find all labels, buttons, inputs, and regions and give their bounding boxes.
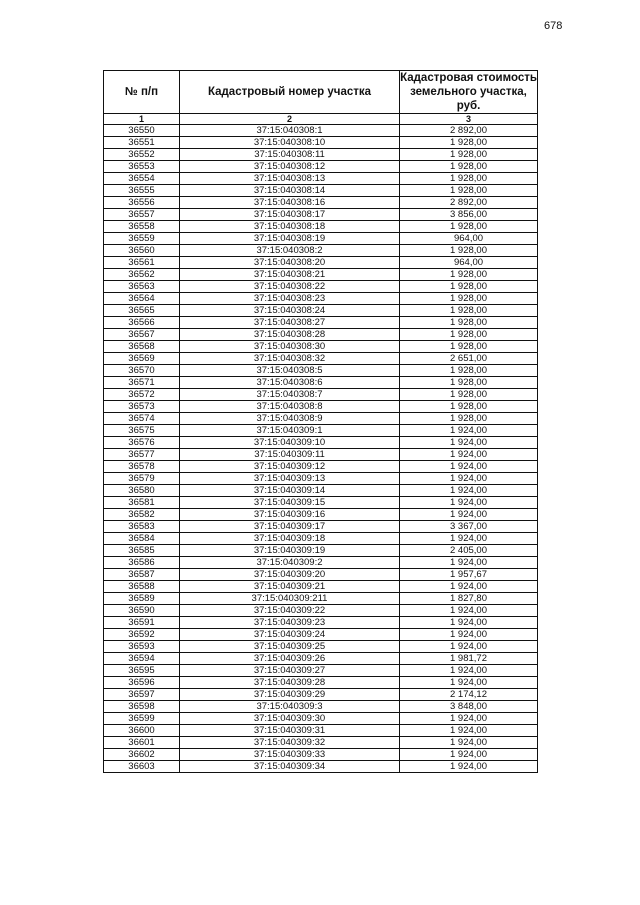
cadastral-value-cell: 2 174,12	[400, 689, 538, 701]
cadastral-number-cell: 37:15:040308:16	[180, 197, 400, 209]
table-row	[104, 557, 538, 569]
table-row	[104, 737, 538, 749]
table-row	[104, 569, 538, 581]
cadastral-number-cell: 37:15:040308:7	[180, 389, 400, 401]
table-row	[104, 353, 538, 365]
row-number-cell: 36558	[104, 221, 180, 233]
cadastral-value-cell: 1 928,00	[400, 221, 538, 233]
table-row	[104, 713, 538, 725]
table-row	[104, 185, 538, 197]
table-row	[104, 437, 538, 449]
table-row	[104, 593, 538, 605]
table-row	[104, 449, 538, 461]
table-row	[104, 341, 538, 353]
cadastral-value-cell: 1 928,00	[400, 293, 538, 305]
cadastral-value-cell: 1 924,00	[400, 557, 538, 569]
cadastral-number-cell: 37:15:040308:21	[180, 269, 400, 281]
row-number-cell: 36595	[104, 665, 180, 677]
table-row	[104, 149, 538, 161]
cadastral-number-cell: 37:15:040308:24	[180, 305, 400, 317]
row-number-cell: 36570	[104, 365, 180, 377]
row-number-cell: 36566	[104, 317, 180, 329]
cadastral-number-cell: 37:15:040309:34	[180, 761, 400, 773]
row-number-cell: 36581	[104, 497, 180, 509]
row-number-cell: 36564	[104, 293, 180, 305]
cadastral-value-cell: 1 928,00	[400, 269, 538, 281]
row-number-cell: 36591	[104, 617, 180, 629]
cadastral-number-cell: 37:15:040309:32	[180, 737, 400, 749]
cadastral-number-cell: 37:15:040309:27	[180, 665, 400, 677]
cadastral-number-cell: 37:15:040309:16	[180, 509, 400, 521]
cadastral-value-cell: 1 928,00	[400, 161, 538, 173]
row-number-cell: 36568	[104, 341, 180, 353]
cadastral-value-cell: 2 405,00	[400, 545, 538, 557]
cadastral-number-cell: 37:15:040309:26	[180, 653, 400, 665]
row-number-cell: 36562	[104, 269, 180, 281]
cadastral-number-cell: 37:15:040309:18	[180, 533, 400, 545]
row-number-cell: 36594	[104, 653, 180, 665]
table-row	[104, 269, 538, 281]
row-number-cell: 36584	[104, 533, 180, 545]
cadastral-number-cell: 37:15:040309:25	[180, 641, 400, 653]
row-number-cell: 36588	[104, 581, 180, 593]
row-number-cell: 36559	[104, 233, 180, 245]
row-number-cell: 36590	[104, 605, 180, 617]
header-cadastral-value: Кадастровая стоимость земельного участка, руб.	[400, 72, 537, 112]
cadastral-table	[103, 70, 538, 773]
table-row	[104, 761, 538, 773]
cadastral-number-cell: 37:15:040308:1	[180, 125, 400, 137]
cadastral-value-cell: 3 848,00	[400, 701, 538, 713]
cadastral-value-cell: 1 924,00	[400, 749, 538, 761]
cadastral-number-cell: 37:15:040309:17	[180, 521, 400, 533]
cadastral-value-cell: 1 924,00	[400, 461, 538, 473]
row-number-cell: 36577	[104, 449, 180, 461]
row-number-cell: 36585	[104, 545, 180, 557]
cadastral-number-cell: 37:15:040308:13	[180, 173, 400, 185]
row-number-cell: 36575	[104, 425, 180, 437]
cadastral-value-cell: 1 928,00	[400, 341, 538, 353]
row-number-cell: 36569	[104, 353, 180, 365]
cadastral-value-cell: 1 928,00	[400, 413, 538, 425]
row-number-cell: 36586	[104, 557, 180, 569]
cadastral-value-cell: 1 928,00	[400, 329, 538, 341]
cadastral-value-cell: 1 924,00	[400, 605, 538, 617]
cadastral-number-cell: 37:15:040309:12	[180, 461, 400, 473]
row-number-cell: 36597	[104, 689, 180, 701]
table-row	[104, 305, 538, 317]
cadastral-number-cell: 37:15:040309:3	[180, 701, 400, 713]
cadastral-value-cell: 1 928,00	[400, 173, 538, 185]
row-number-cell: 36593	[104, 641, 180, 653]
table-row	[104, 197, 538, 209]
cadastral-number-cell: 37:15:040309:11	[180, 449, 400, 461]
cadastral-number-cell: 37:15:040309:24	[180, 629, 400, 641]
cadastral-value-cell: 1 928,00	[400, 401, 538, 413]
cadastral-number-cell: 37:15:040309:29	[180, 689, 400, 701]
row-number-cell: 36599	[104, 713, 180, 725]
column-index-2: 2	[180, 114, 400, 125]
row-number-cell: 36567	[104, 329, 180, 341]
cadastral-value-cell: 1 928,00	[400, 137, 538, 149]
cadastral-value-cell: 1 924,00	[400, 665, 538, 677]
row-number-cell: 36571	[104, 377, 180, 389]
column-index-3: 3	[400, 114, 538, 125]
row-number-cell: 36582	[104, 509, 180, 521]
cadastral-number-cell: 37:15:040308:30	[180, 341, 400, 353]
row-number-cell: 36557	[104, 209, 180, 221]
cadastral-number-cell: 37:15:040309:21	[180, 581, 400, 593]
table-row	[104, 485, 538, 497]
cadastral-number-cell: 37:15:040309:33	[180, 749, 400, 761]
cadastral-value-cell: 2 892,00	[400, 125, 538, 137]
header-row	[104, 71, 538, 114]
row-number-cell: 36587	[104, 569, 180, 581]
cadastral-value-cell: 1 924,00	[400, 473, 538, 485]
row-number-cell: 36553	[104, 161, 180, 173]
table-row	[104, 137, 538, 149]
cadastral-value-cell: 2 651,00	[400, 353, 538, 365]
table-row	[104, 377, 538, 389]
cadastral-value-cell: 1 924,00	[400, 725, 538, 737]
column-index-1: 1	[104, 114, 180, 125]
cadastral-value-cell: 3 856,00	[400, 209, 538, 221]
table-row	[104, 125, 538, 137]
table-row	[104, 221, 538, 233]
header-cadastral-number: Кадастровый номер участка	[180, 71, 400, 114]
table-row	[104, 497, 538, 509]
row-number-cell: 36573	[104, 401, 180, 413]
table-row	[104, 605, 538, 617]
table-row	[104, 389, 538, 401]
row-number-cell: 36600	[104, 725, 180, 737]
header-number: № п/п	[104, 71, 180, 114]
cadastral-number-cell: 37:15:040309:14	[180, 485, 400, 497]
cadastral-number-cell: 37:15:040309:31	[180, 725, 400, 737]
table-row	[104, 293, 538, 305]
cadastral-value-cell: 1 928,00	[400, 281, 538, 293]
cadastral-value-cell: 1 924,00	[400, 617, 538, 629]
table-row	[104, 173, 538, 185]
cadastral-value-cell: 1 924,00	[400, 437, 538, 449]
cadastral-number-cell: 37:15:040309:20	[180, 569, 400, 581]
row-number-cell: 36556	[104, 197, 180, 209]
cadastral-number-cell: 37:15:040308:18	[180, 221, 400, 233]
row-number-cell: 36565	[104, 305, 180, 317]
row-number-cell: 36551	[104, 137, 180, 149]
cadastral-value-cell: 1 924,00	[400, 761, 538, 773]
row-number-cell: 36574	[104, 413, 180, 425]
table-row	[104, 281, 538, 293]
row-number-cell: 36589	[104, 593, 180, 605]
table-row	[104, 161, 538, 173]
cadastral-number-cell: 37:15:040309:19	[180, 545, 400, 557]
cadastral-number-cell: 37:15:040309:2	[180, 557, 400, 569]
cadastral-number-cell: 37:15:040308:12	[180, 161, 400, 173]
cadastral-number-cell: 37:15:040309:23	[180, 617, 400, 629]
cadastral-number-cell: 37:15:040308:17	[180, 209, 400, 221]
cadastral-value-cell: 3 367,00	[400, 521, 538, 533]
cadastral-number-cell: 37:15:040308:28	[180, 329, 400, 341]
cadastral-value-cell: 1 957,67	[400, 569, 538, 581]
cadastral-number-cell: 37:15:040309:22	[180, 605, 400, 617]
cadastral-number-cell: 37:15:040309:30	[180, 713, 400, 725]
cadastral-number-cell: 37:15:040308:11	[180, 149, 400, 161]
cadastral-number-cell: 37:15:040308:8	[180, 401, 400, 413]
table-row	[104, 653, 538, 665]
cadastral-value-cell: 2 892,00	[400, 197, 538, 209]
cadastral-value-cell: 1 928,00	[400, 317, 538, 329]
cadastral-value-cell: 1 928,00	[400, 377, 538, 389]
cadastral-value-cell: 1 928,00	[400, 389, 538, 401]
table-row	[104, 257, 538, 269]
cadastral-value-cell: 1 924,00	[400, 533, 538, 545]
cadastral-number-cell: 37:15:040309:1	[180, 425, 400, 437]
table-row	[104, 317, 538, 329]
cadastral-value-cell: 1 924,00	[400, 641, 538, 653]
row-number-cell: 36563	[104, 281, 180, 293]
cadastral-number-cell: 37:15:040308:27	[180, 317, 400, 329]
table-row	[104, 689, 538, 701]
row-number-cell: 36552	[104, 149, 180, 161]
cadastral-number-cell: 37:15:040308:10	[180, 137, 400, 149]
cadastral-number-cell: 37:15:040308:22	[180, 281, 400, 293]
table-row	[104, 461, 538, 473]
table-row	[104, 725, 538, 737]
table-row	[104, 413, 538, 425]
table-row	[104, 233, 538, 245]
cadastral-number-cell: 37:15:040309:10	[180, 437, 400, 449]
cadastral-value-cell: 1 981,72	[400, 653, 538, 665]
cadastral-value-cell: 1 924,00	[400, 629, 538, 641]
table-row	[104, 521, 538, 533]
row-number-cell: 36602	[104, 749, 180, 761]
cadastral-value-cell: 1 924,00	[400, 581, 538, 593]
table-row	[104, 329, 538, 341]
table-row	[104, 701, 538, 713]
table-row	[104, 749, 538, 761]
table-row	[104, 641, 538, 653]
row-number-cell: 36579	[104, 473, 180, 485]
cadastral-value-cell: 1 924,00	[400, 425, 538, 437]
table-row	[104, 677, 538, 689]
page-number: 678	[544, 20, 563, 32]
cadastral-value-cell: 1 928,00	[400, 149, 538, 161]
table-row	[104, 401, 538, 413]
cadastral-number-cell: 37:15:040308:6	[180, 377, 400, 389]
column-index-row	[104, 114, 538, 125]
table-row	[104, 509, 538, 521]
cadastral-value-cell: 1 928,00	[400, 185, 538, 197]
cadastral-value-cell: 964,00	[400, 257, 538, 269]
row-number-cell: 36560	[104, 245, 180, 257]
cadastral-value-cell: 1 924,00	[400, 677, 538, 689]
cadastral-value-cell: 1 928,00	[400, 365, 538, 377]
cadastral-number-cell: 37:15:040308:19	[180, 233, 400, 245]
cadastral-value-cell: 1 924,00	[400, 509, 538, 521]
cadastral-number-cell: 37:15:040309:211	[180, 593, 400, 605]
cadastral-value-cell: 1 827,80	[400, 593, 538, 605]
table-row	[104, 581, 538, 593]
table-row	[104, 629, 538, 641]
cadastral-number-cell: 37:15:040308:5	[180, 365, 400, 377]
row-number-cell: 36592	[104, 629, 180, 641]
row-number-cell: 36550	[104, 125, 180, 137]
row-number-cell: 36561	[104, 257, 180, 269]
cadastral-number-cell: 37:15:040309:28	[180, 677, 400, 689]
cadastral-number-cell: 37:15:040308:14	[180, 185, 400, 197]
table-row	[104, 245, 538, 257]
row-number-cell: 36580	[104, 485, 180, 497]
table-row	[104, 533, 538, 545]
table-row	[104, 209, 538, 221]
cadastral-number-cell: 37:15:040309:13	[180, 473, 400, 485]
cadastral-number-cell: 37:15:040309:15	[180, 497, 400, 509]
table-row	[104, 425, 538, 437]
cadastral-value-cell: 1 924,00	[400, 737, 538, 749]
cadastral-number-cell: 37:15:040308:2	[180, 245, 400, 257]
cadastral-value-cell: 1 928,00	[400, 245, 538, 257]
cadastral-value-cell: 1 924,00	[400, 497, 538, 509]
row-number-cell: 36554	[104, 173, 180, 185]
cadastral-value-cell: 1 924,00	[400, 449, 538, 461]
cadastral-number-cell: 37:15:040308:9	[180, 413, 400, 425]
row-number-cell: 36598	[104, 701, 180, 713]
cadastral-number-cell: 37:15:040308:32	[180, 353, 400, 365]
table-row	[104, 617, 538, 629]
table-row	[104, 365, 538, 377]
cadastral-value-cell: 1 928,00	[400, 305, 538, 317]
table-row	[104, 545, 538, 557]
cadastral-number-cell: 37:15:040308:20	[180, 257, 400, 269]
table-row	[104, 473, 538, 485]
cadastral-value-cell: 1 924,00	[400, 485, 538, 497]
cadastral-number-cell: 37:15:040308:23	[180, 293, 400, 305]
cadastral-value-cell: 964,00	[400, 233, 538, 245]
row-number-cell: 36555	[104, 185, 180, 197]
row-number-cell: 36601	[104, 737, 180, 749]
row-number-cell: 36596	[104, 677, 180, 689]
row-number-cell: 36572	[104, 389, 180, 401]
table-row	[104, 665, 538, 677]
row-number-cell: 36578	[104, 461, 180, 473]
cadastral-value-cell: 1 924,00	[400, 713, 538, 725]
row-number-cell: 36583	[104, 521, 180, 533]
row-number-cell: 36603	[104, 761, 180, 773]
row-number-cell: 36576	[104, 437, 180, 449]
